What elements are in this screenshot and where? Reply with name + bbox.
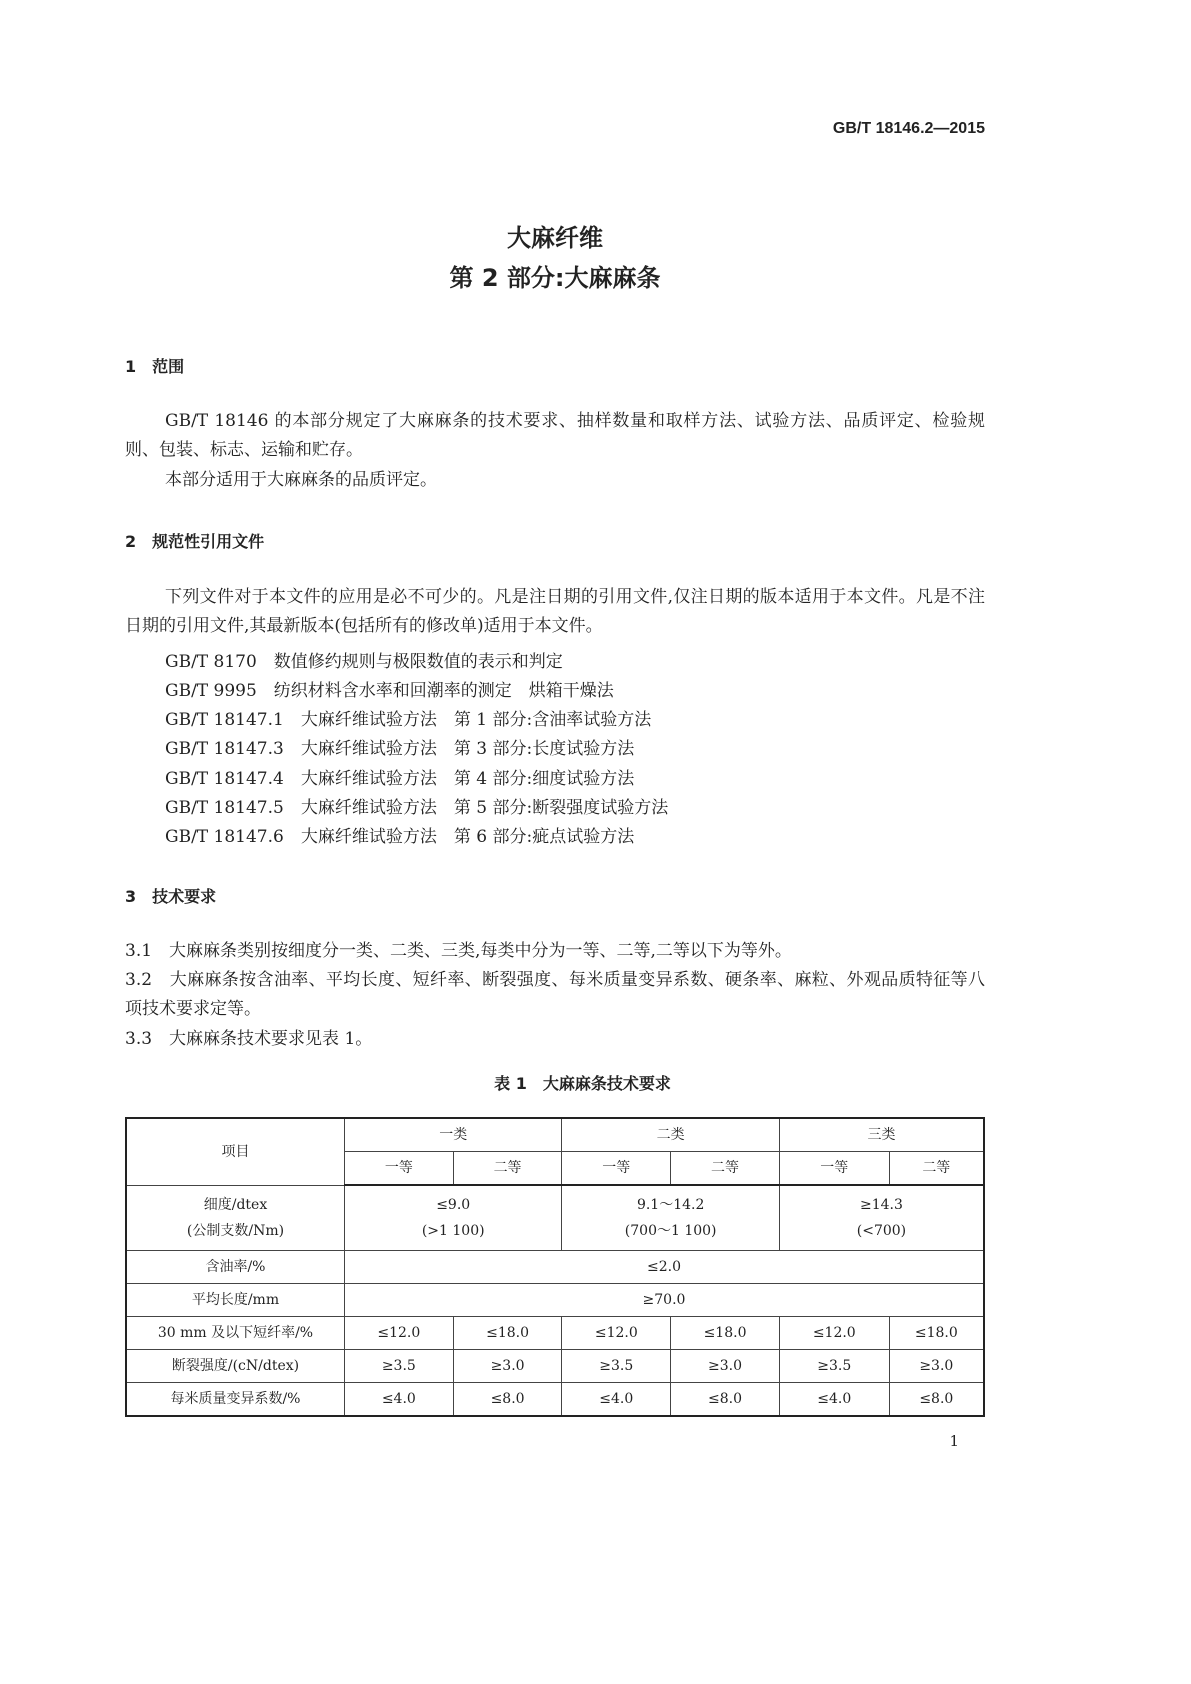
cell-line: 9.1～14.2 (636, 1197, 705, 1213)
grade-header: 一等 (562, 1152, 671, 1186)
clause-3-1: 3.1 大麻麻条类别按细度分一类、二类、三类,每类中分为一等、二等,二等以下为等外。 (125, 941, 792, 961)
standard-number: GB/T 18146.2—2015 (832, 120, 985, 137)
doc-title: 大麻纤维 (507, 224, 603, 252)
requirements-table (125, 1117, 985, 1417)
table-cell (562, 1185, 779, 1251)
grade-header: 二等 (889, 1152, 984, 1186)
label-line: 细度/dtex (203, 1196, 268, 1213)
cell-line: ≥14.3 (860, 1197, 903, 1213)
cell-line: (700～1 100) (624, 1223, 717, 1239)
table-row (126, 1350, 984, 1383)
table-cell: ≤8.0 (671, 1383, 780, 1417)
row-label: 30 mm 及以下短纤率/% (126, 1317, 344, 1350)
label-line: (公制支数/Nm) (186, 1222, 285, 1239)
reference-item: GB/T 8170 数值修约规则与极限数值的表示和判定 (165, 652, 563, 672)
table-row (126, 1284, 984, 1317)
paragraph: GB/T 18146 的本部分规定了大麻麻条的技术要求、抽样数量和取样方法、试验方法、品质评定、检验规则、包装、标志、运输和贮存。 (125, 411, 985, 460)
table-caption: 表 1 大麻麻条技术要求 (494, 1074, 671, 1093)
table-cell: ≥70.0 (344, 1284, 984, 1317)
row-label: 断裂强度/(cN/dtex) (126, 1350, 344, 1383)
table-cell: ≤8.0 (453, 1383, 562, 1417)
reference-item: GB/T 18147.1 大麻纤维试验方法 第 1 部分:含油率试验方法 (165, 710, 652, 730)
clause-3-2: 3.2 大麻麻条按含油率、平均长度、短纤率、断裂强度、每米质量变异系数、硬条率、麻粒、外观品质特征等八项技术要求定等。 (125, 970, 985, 1019)
table-cell: ≥3.5 (779, 1350, 889, 1383)
table-cell: ≥3.0 (889, 1350, 984, 1383)
section-heading: 3 技术要求 (125, 887, 217, 906)
reference-item: GB/T 18147.6 大麻纤维试验方法 第 6 部分:疵点试验方法 (165, 827, 635, 847)
class-header: 三类 (779, 1118, 984, 1152)
row-label: 每米质量变异系数/% (126, 1383, 344, 1417)
cell-line: (>1 100) (421, 1223, 485, 1239)
table-row (126, 1185, 984, 1251)
grade-header: 二等 (453, 1152, 562, 1186)
table-row (126, 1383, 984, 1417)
doc-subtitle: 第 2 部分:大麻麻条 (449, 264, 661, 292)
page-number: 1 (949, 1432, 959, 1450)
section-heading: 2 规范性引用文件 (125, 532, 265, 551)
table-row (126, 1317, 984, 1350)
cell-line: ≤9.0 (436, 1197, 471, 1213)
table-cell: ≤18.0 (889, 1317, 984, 1350)
table-cell (779, 1185, 984, 1251)
table-cell: ≥3.0 (453, 1350, 562, 1383)
table-cell: ≤18.0 (453, 1317, 562, 1350)
section-heading: 1 范围 (125, 357, 185, 376)
table-cell: ≤12.0 (562, 1317, 671, 1350)
reference-item: GB/T 18147.4 大麻纤维试验方法 第 4 部分:细度试验方法 (165, 769, 635, 789)
table-cell: ≤4.0 (779, 1383, 889, 1417)
table-cell: ≤12.0 (779, 1317, 889, 1350)
class-header: 一类 (344, 1118, 561, 1152)
table-cell: ≤12.0 (344, 1317, 453, 1350)
grade-header: 一等 (779, 1152, 889, 1186)
table-row (126, 1251, 984, 1284)
paragraph: 下列文件对于本文件的应用是必不可少的。凡是注日期的引用文件,仅注日期的版本适用于本文件。凡是不注日期的引用文件,其最新版本(包括所有的修改单)适用于本文件。 (125, 587, 985, 636)
grade-header: 一等 (344, 1152, 453, 1186)
table-cell: ≤2.0 (344, 1251, 984, 1284)
table-cell: ≥3.0 (671, 1350, 780, 1383)
table-cell: ≥3.5 (562, 1350, 671, 1383)
item-header: 项目 (126, 1118, 344, 1185)
reference-item: GB/T 9995 纺织材料含水率和回潮率的测定 烘箱干燥法 (165, 681, 614, 701)
table-cell: ≤18.0 (671, 1317, 780, 1350)
class-header: 二类 (562, 1118, 779, 1152)
clause-3-3: 3.3 大麻麻条技术要求见表 1。 (125, 1029, 373, 1049)
reference-item: GB/T 18147.3 大麻纤维试验方法 第 3 部分:长度试验方法 (165, 739, 635, 759)
reference-item: GB/T 18147.5 大麻纤维试验方法 第 5 部分:断裂强度试验方法 (165, 798, 669, 818)
paragraph: 本部分适用于大麻麻条的品质评定。 (165, 470, 437, 490)
row-label: 含油率/% (126, 1251, 344, 1284)
table-cell: ≤8.0 (889, 1383, 984, 1417)
table-header-row (126, 1118, 984, 1152)
table-cell: ≤4.0 (562, 1383, 671, 1417)
table-cell: ≤4.0 (344, 1383, 453, 1417)
table-cell (344, 1185, 561, 1251)
grade-header: 二等 (671, 1152, 780, 1186)
cell-line: (<700) (856, 1223, 907, 1239)
row-label (126, 1185, 344, 1251)
table-cell: ≥3.5 (344, 1350, 453, 1383)
row-label: 平均长度/mm (126, 1284, 344, 1317)
